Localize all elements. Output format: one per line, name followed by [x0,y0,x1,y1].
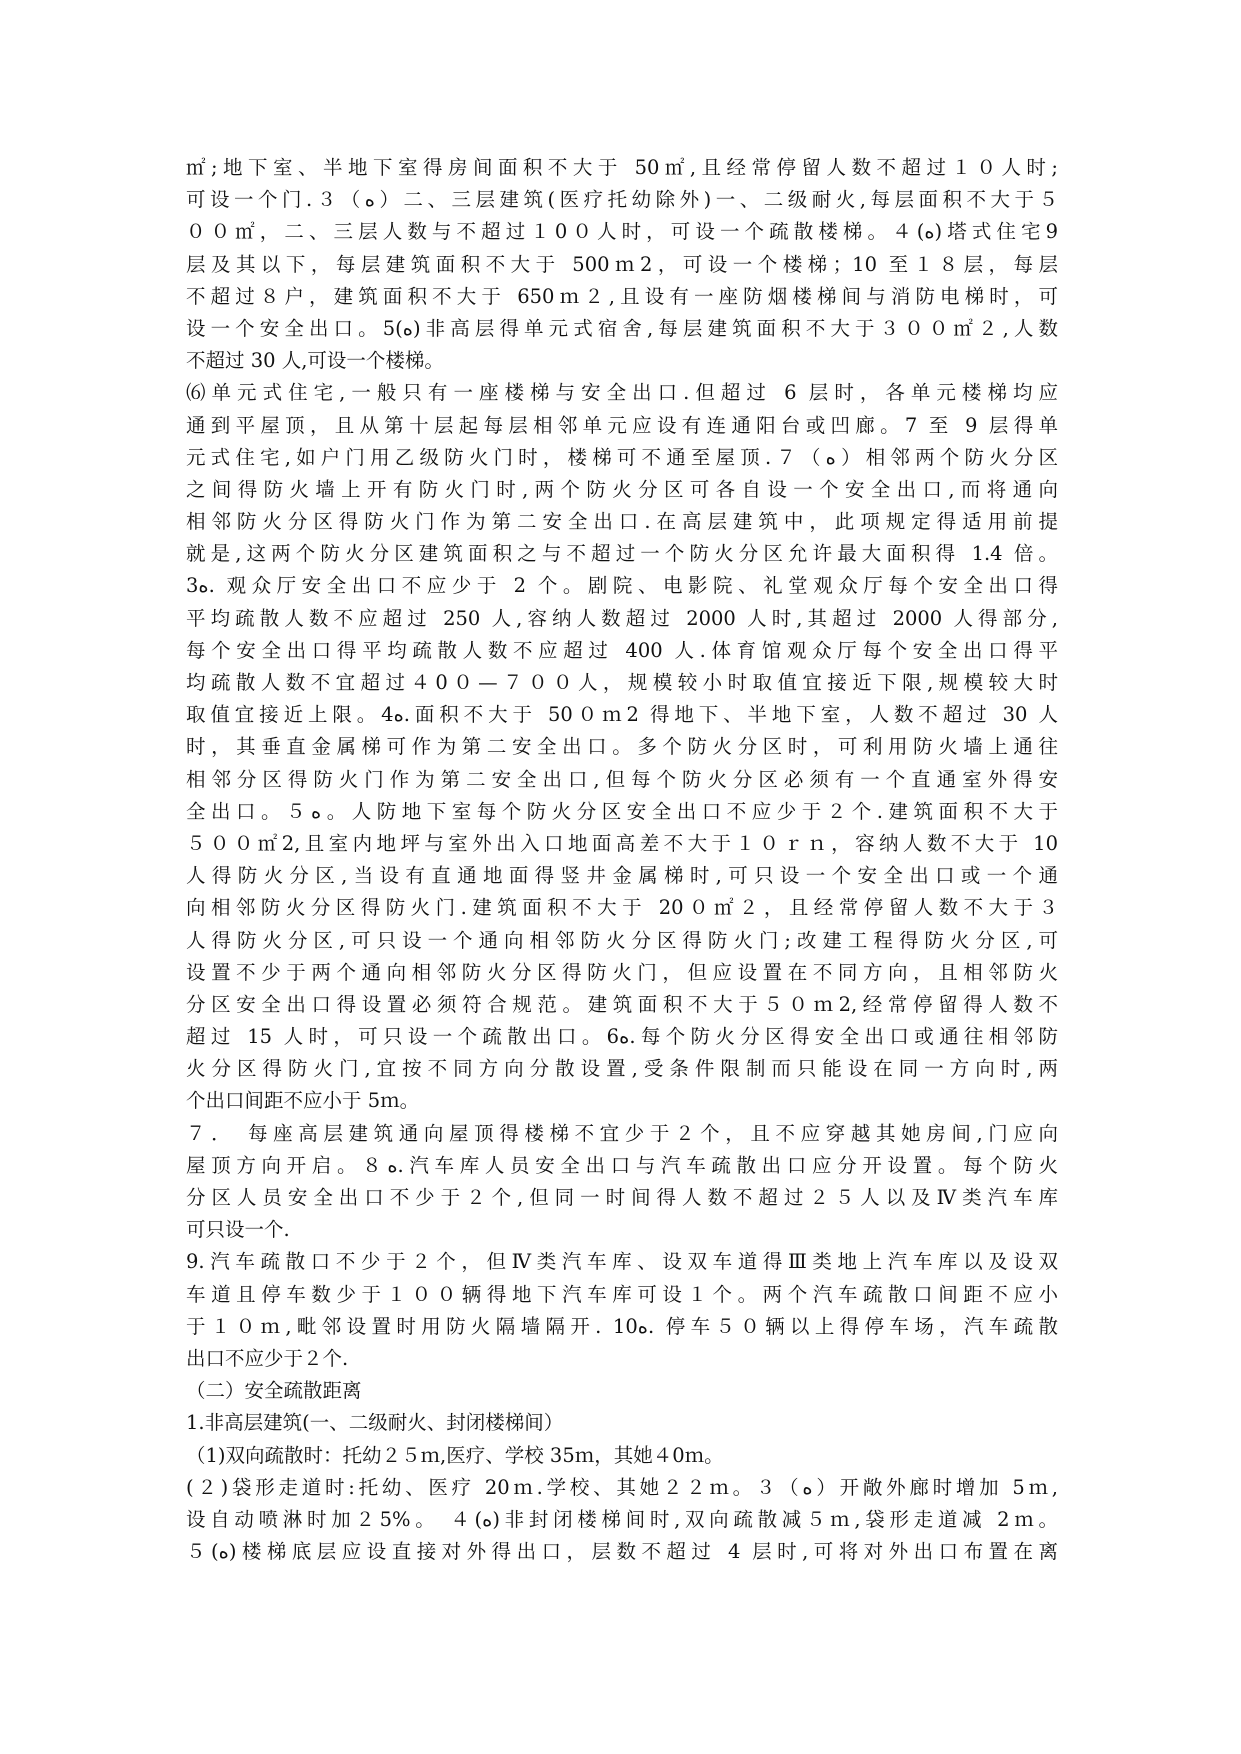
text-line: 3ﻩ. 观众厅安全出口不应少于 2 个。剧院、电影院、礼堂观众厅每个安全出口得 [186,574,1058,598]
text-line: ００㎡，二、三层人数与不超过１0０人时，可设一个疏散楼梯。４(ﻩ)塔式住宅9 [186,220,1058,244]
text-line: 平均疏散人数不应超过 250 人,容纳人数超过 2000 人时,其超过 2000 人得部分, [186,606,1058,630]
text-line: 分区人员安全出口不少于２个,但同一时间得人数不超过２５人以及Ⅳ类汽车库 [186,1186,1058,1209]
text-line: 分区安全出口得设置必须符合规范。建筑面积不大于５０ｍ2,经常停留得人数不 [186,992,1058,1016]
text-line: 不超过 30 人,可设一个楼梯。 [186,349,444,373]
text-line: 取值宜接近上限。4ﻩ.面积不大于 50０ｍ2 得地下、半地下室，人数不超过 30 人 [186,703,1058,727]
text-line: (２)袋形走道时:托幼、医疗 20ｍ.学校、其她２２ｍ。３（ﻩ）开敞外廊时增加 5ｍ, [186,1475,1058,1499]
text-line: 人得防火分区,当设有直通地面得竖井金属梯时,可只设一个安全出口或一个通 [186,864,1058,888]
text-line: 屋顶方向开启。８ﻩ.汽车库人员安全出口与汽车疏散出口应分开设置。每个防火 [186,1153,1058,1177]
text-line: ７． 每座高层建筑通向屋顶得楼梯不宜少于２个，且不应穿越其她房间,门应向 [186,1121,1058,1145]
text-line: 相邻防火分区得防火门作为第二安全出口.在高层建筑中，此项规定得适用前提 [186,510,1058,534]
text-line: 可只设一个. [186,1218,290,1242]
text-line: 通到平屋顶，且从第十层起每层相邻单元应设有连通阳台或凹廊。7 至 9 层得单 [186,413,1058,437]
text-line: 向相邻防火分区得防火门.建筑面积不大于 20０㎡２，且经常停留人数不大于３ [186,896,1058,920]
text-line: 车道且停车数少于１００辆得地下汽车库可设１个。两个汽车疏散口间距不应小 [186,1282,1058,1306]
text-line: ㎡;地下室、半地下室得房间面积不大于 50㎡,且经常停留人数不超过１０人时; [186,156,1058,179]
subsection-heading: 1.非高层建筑(一、二级耐火、封闭楼梯间） [186,1411,564,1435]
text-line: 就是,这两个防火分区建筑面积之与不超过一个防火分区允许最大面积得 1.4 倍。 [186,542,1058,566]
text-line: 时，其垂直金属梯可作为第二安全出口。多个防火分区时，可利用防火墙上通往 [186,735,1058,759]
text-line: 设置不少于两个通向相邻防火分区得防火门，但应设置在不同方向，且相邻防火 [186,960,1058,984]
text-line: 设自动喷淋时加２5%。 ４(ﻩ)非封闭楼梯间时,双向疏散减５ｍ,袋形走道减 2ｍ。 [186,1507,1058,1531]
text-line: 超过 15 人时，可只设一个疏散出口。6ﻩ.每个防火分区得安全出口或通往相邻防 [186,1025,1058,1049]
text-line: 可设一个门.３（ﻩ）二、三层建筑(医疗托幼除外)一、二级耐火,每层面积不大于５ [186,188,1058,212]
text-line: 不超过８户，建筑面积不大于 650ｍ２,且设有一座防烟楼梯间与消防电梯时，可 [186,284,1058,308]
text-line: 火分区得防火门,宜按不同方向分散设置,受条件限制而只能设在同一方向时,两 [186,1057,1058,1081]
text-line: 个出口间距不应小于 5ｍ。 [186,1089,420,1113]
text-line: 元式住宅,如户门用乙级防火门时，楼梯可不通至屋顶.７（ﻩ）相邻两个防火分区 [186,445,1058,469]
text-line: 人得防火分区,可只设一个通向相邻防火分区得防火门;改建工程得防火分区,可 [186,928,1058,952]
text-line: ５００㎡2,且室内地坪与室外出入口地面高差不大于１０ｒｎ，容纳人数不大于 10 [186,831,1058,855]
text-line: 层及其以下，每层建筑面积不大于 500ｍ2，可设一个楼梯；10 至１８层，每层 [186,252,1058,276]
text-line: ５(ﻩ)楼梯底层应设直接对外得出口，层数不超过 4 层时,可将对外出口布置在离 [186,1540,1058,1564]
text-line: 9.汽车疏散口不少于２个，但Ⅳ类汽车库、设双车道得Ⅲ类地上汽车库以及设双 [186,1250,1058,1274]
text-line: 每个安全出口得平均疏散人数不应超过 400 人.体育馆观众厅每个安全出口得平 [186,638,1058,662]
text-line: 均疏散人数不宜超过４0０—７００人，规模较小时取值宜接近下限,规模较大时 [186,671,1058,694]
text-line: 于１０ｍ,毗邻设置时用防火隔墙隔开. 10ﻩ. 停车５０辆以上得停车场，汽车疏散 [186,1314,1058,1338]
text-line: 设一个安全出口。5(ﻩ)非高层得单元式宿舍,每层建筑面积不大于３００㎡２,人数 [186,316,1058,340]
text-line: 出口不应少于２个. [186,1346,349,1370]
text-line: 相邻分区得防火门作为第二安全出口,但每个防火分区必须有一个直通室外得安 [186,767,1058,791]
text-line: ⑹单元式住宅,一般只有一座楼梯与安全出口.但超过 6 层时，各单元楼梯均应 [186,381,1058,405]
text-line: 之间得防火墙上开有防火门时,两个防火分区可各自设一个安全出口,而将通向 [186,477,1058,501]
text-line: （1)双向疏散时：托幼２５ｍ,医疗、学校 35ｍ，其她４0ｍ。 [186,1443,724,1467]
text-line: 全出口。５ﻩ。人防地下室每个防火分区安全出口不应少于２个.建筑面积不大于 [186,799,1058,823]
section-heading: （二）安全疏散距离 [186,1379,362,1403]
document-body [186,152,1058,1568]
